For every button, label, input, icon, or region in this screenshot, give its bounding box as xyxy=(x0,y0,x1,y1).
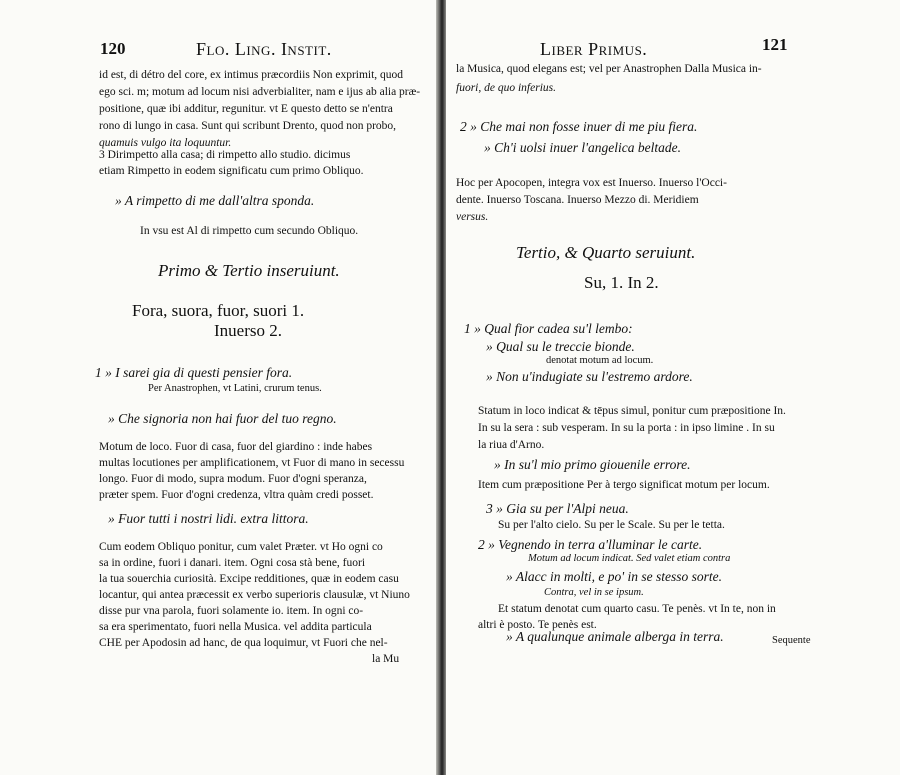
section-heading: Primo & Tertio inseruiunt. xyxy=(158,261,340,280)
verse-line: » Alacc in molti, e po' in se stesso sorte. xyxy=(506,569,722,584)
text-line: disse pur vna parola, fuori solamente io. item. In ogni co- xyxy=(99,605,364,617)
text-line: la tua souerchia curiosità. Excipe redditiones, quæ in eodem casu xyxy=(99,573,399,585)
text-line: quamuis vulgo ita loquuntur. xyxy=(99,137,232,149)
text-line: locantur, qui antea præcessit ex verbo superioris clausulæ, vt Niuno xyxy=(99,589,410,601)
running-title: Flo. Ling. Instit. xyxy=(196,39,332,59)
text-line: altri è posto. Te penès est. xyxy=(478,619,597,631)
verse-line: » Ch'i uolsi inuer l'angelica beltade. xyxy=(484,140,682,155)
text-line: etiam Rimpetto in eodem significatu cum primo Obliquo. xyxy=(99,165,364,177)
verse-line: » Non u'indugiate su l'estremo ardore. xyxy=(486,369,693,384)
catchword: Sequente xyxy=(772,635,811,646)
text-line: 3 Dirimpetto alla casa; di rimpetto allo studio. dicimus xyxy=(99,149,351,161)
page-number: 120 xyxy=(100,39,126,58)
text-line: rono di lungo in casa. Sunt qui scribunt Drento, quod non probo, xyxy=(99,120,397,132)
verse-line: » Che signoria non hai fuor del tuo regno. xyxy=(108,411,337,426)
text-line: Statum in loco indicat & tēpus simul, ponitur cum præpositione In. xyxy=(478,405,786,417)
text-line: la riua d'Arno. xyxy=(478,439,545,451)
text-line: positione, quæ ibi additur, regunitur. vt E questo detto se n'entra xyxy=(99,103,393,115)
verse-line: 2 » Vegnendo in terra a'lluminar le carte. xyxy=(478,537,703,552)
section-heading: Tertio, & Quarto seruiunt. xyxy=(516,243,696,262)
text-line: longo. Fuor di modo, supra modum. Fuor d'ogni speranza, xyxy=(99,473,367,485)
running-title: Liber Primus. xyxy=(540,39,648,59)
verse-line: 1 » I sarei gia di questi pensier fora. xyxy=(95,365,293,380)
text-line: Item cum præpositione Per à tergo significat motum per locum. xyxy=(478,479,770,491)
verse-line: » Qual su le treccie bionde. xyxy=(486,339,635,354)
text-line: denotat motum ad locum. xyxy=(546,355,654,366)
text-line: multas locutiones per amplificationem, vt Fuor di mano in secessu xyxy=(99,457,405,469)
text-line: dente. Inuerso Toscana. Inuerso Mezzo di. Meridiem xyxy=(456,194,699,206)
verse-line: » In su'l mio primo giouenile errore. xyxy=(494,457,691,472)
text-line: Motum ad locum indicat. Sed valet etiam contra xyxy=(528,553,731,564)
catchword: la Mu xyxy=(372,653,400,665)
verse-line: » A qualunque animale alberga in terra. xyxy=(506,629,724,644)
verse-line: 1 » Qual fior cadea su'l lembo: xyxy=(464,321,633,336)
text-line: In su la sera : sub vesperam. In su la porta : in ipso limine . In su xyxy=(478,422,775,434)
text-line: Contra, vel in se ipsum. xyxy=(544,587,644,598)
text-line: ego sci. m; motum ad locum nisi adverbialiter, nam e ijus ab alia præ- xyxy=(99,86,421,98)
left-page xyxy=(0,0,438,775)
section-heading: Su, 1. In 2. xyxy=(584,273,659,292)
text-line: sa era sperimentato, fuori nella Musica. vel addita particula xyxy=(99,621,372,633)
verse-line: » Fuor tutti i nostri lidi. extra littora. xyxy=(108,511,309,526)
text-line: In vsu est Al di rimpetto cum secundo Obliquo. xyxy=(140,225,359,237)
verse-line: 2 » Che mai non fosse inuer di me piu fiera. xyxy=(460,119,698,134)
text-line: præter spem. Fuor d'ogni credenza, vltra quàm credi posset. xyxy=(99,489,374,501)
text-line: Et statum denotat cum quarto casu. Te penès. vt In te, non in xyxy=(498,603,776,615)
page-number: 121 xyxy=(762,35,788,54)
text-line: id est, di détro del core, ex intimus præcordiis Non exprimit, quod xyxy=(99,69,404,81)
verse-line: » A rimpetto di me dall'altra sponda. xyxy=(115,193,315,208)
text-line: Per Anastrophen, vt Latini, crurum tenus. xyxy=(148,383,322,394)
text-line: Motum de loco. Fuor di casa, fuor del giardino : inde habes xyxy=(99,441,373,453)
text-line: CHE per Apodosin ad hanc, de qua loquimur, vt Fuori che nel- xyxy=(99,637,388,649)
right-page xyxy=(446,0,900,775)
text-line: la Musica, quod elegans est; vel per Anastrophen Dalla Musica in- xyxy=(456,63,762,75)
text-line: fuori, de quo inferius. xyxy=(456,82,556,94)
text-line: Cum eodem Obliquo ponitur, cum valet Præter. vt Ho ogni co xyxy=(99,541,383,553)
text-line: Su per l'alto cielo. Su per le Scale. Su per le tetta. xyxy=(498,519,725,531)
text-line: Hoc per Apocopen, integra vox est Inuerso. Inuerso l'Occi- xyxy=(456,177,727,189)
section-heading: Inuerso 2. xyxy=(214,321,282,340)
section-heading: Fora, suora, fuor, suori 1. xyxy=(132,301,305,320)
text-line: sa in ordine, fuori i danari. item. Ogni cosa stà bene, fuori xyxy=(99,557,366,569)
text-line: versus. xyxy=(456,211,489,223)
verse-line: 3 » Gia su per l'Alpi neua. xyxy=(486,501,629,516)
